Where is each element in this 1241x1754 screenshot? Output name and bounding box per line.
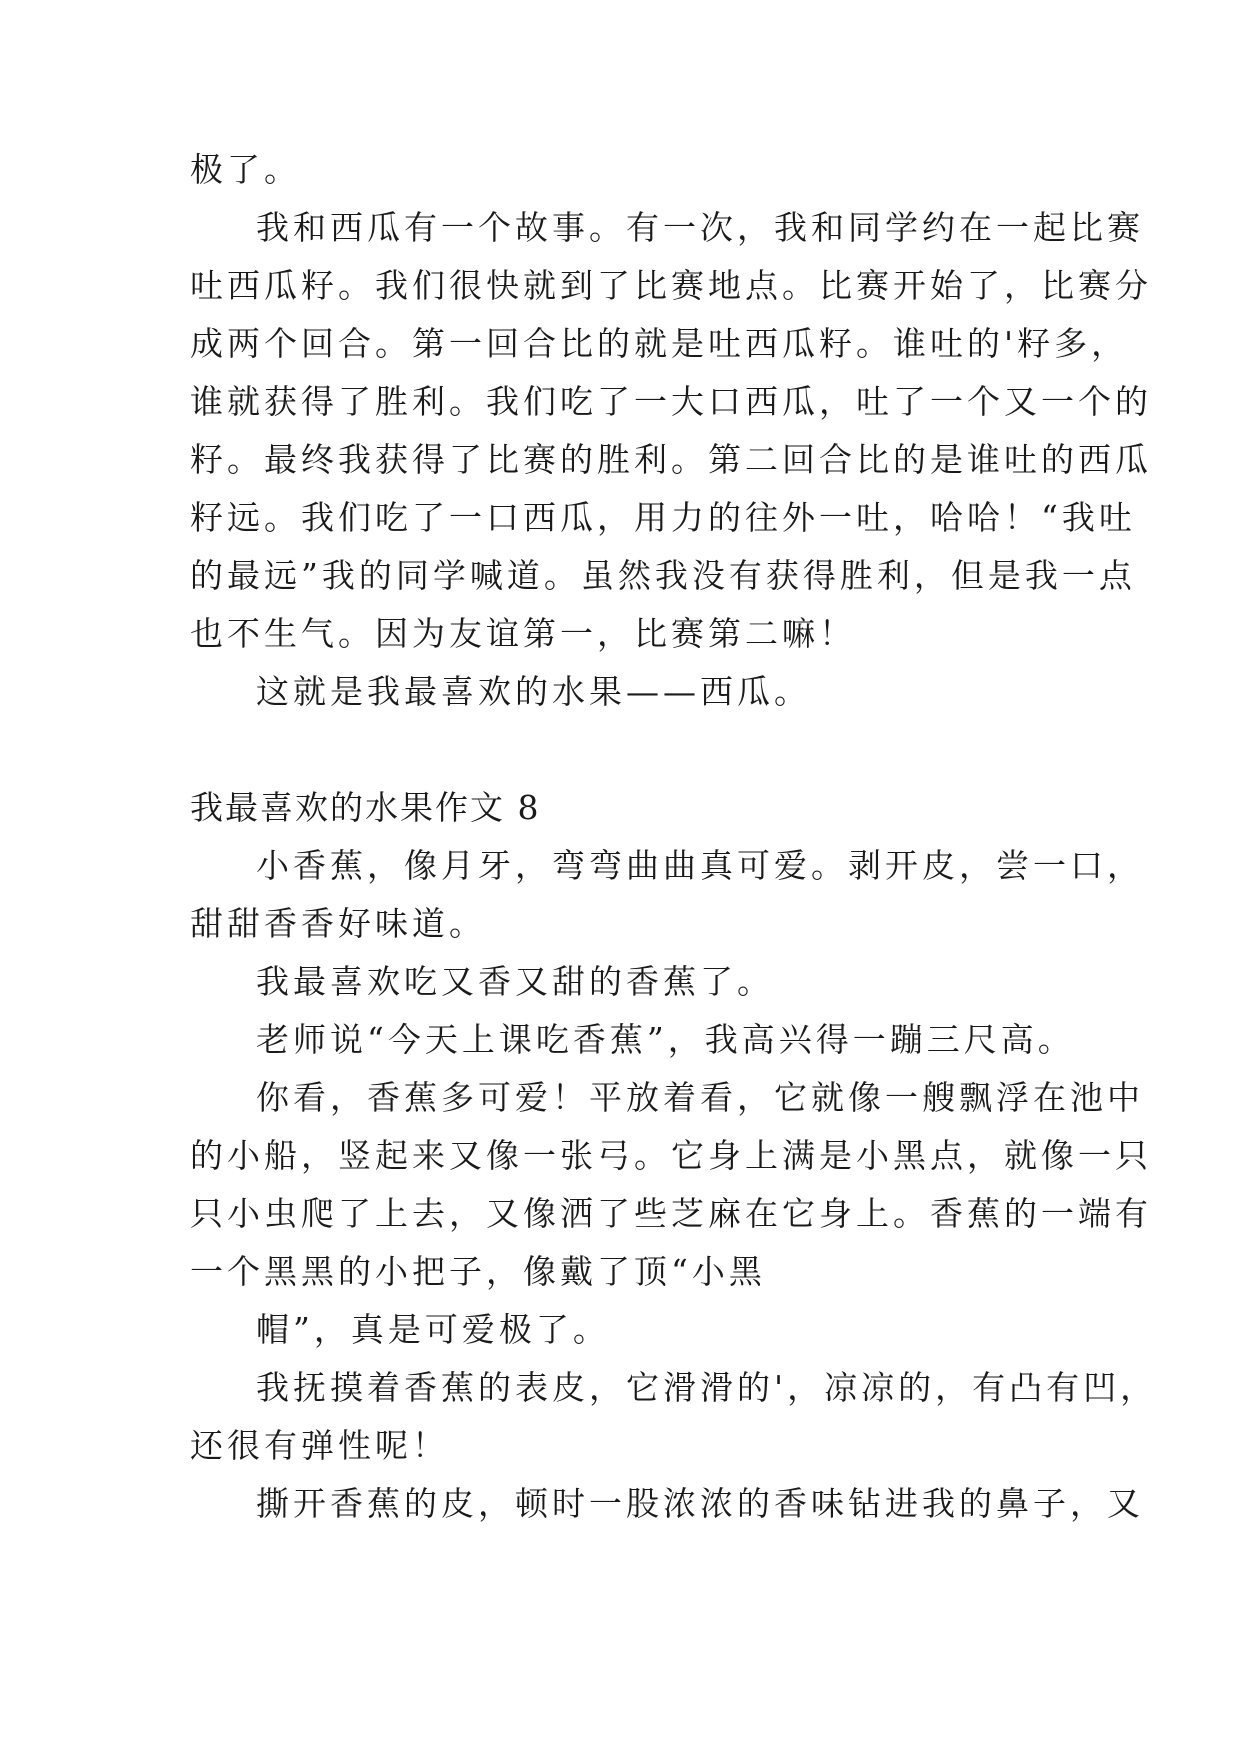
text-line: 的最远”我的同学喊道。虽然我没有获得胜利，但是我一点: [190, 556, 1136, 595]
text-line: 只小虫爬了上去，又像洒了些芝麻在它身上。香蕉的一端有: [190, 1194, 1152, 1233]
text-line: 籽。最终我获得了比赛的胜利。第二回合比的是谁吐的西瓜: [190, 440, 1152, 479]
text-line: 吐西瓜籽。我们很快就到了比赛地点。比赛开始了，比赛分: [190, 266, 1152, 305]
text-line: 谁就获得了胜利。我们吃了一大口西瓜，吐了一个又一个的: [190, 382, 1152, 421]
paragraph-start-line: 帽”，真是可爱极了。: [256, 1310, 610, 1349]
paragraph-start-line: 你看，香蕉多可爱！平放着看，它就像一艘飘浮在池中: [256, 1078, 1144, 1117]
text-line: 也不生气。因为友谊第一，比赛第二嘛！: [190, 614, 856, 653]
paragraph-start-line: 撕开香蕉的皮，顿时一股浓浓的香味钻进我的鼻子，又: [256, 1484, 1144, 1523]
text-line: 一个黑黑的小把子，像戴了顶“小黑: [190, 1252, 766, 1291]
paragraph-start-line: 老师说“今天上课吃香蕉”，我高兴得一蹦三尺高。: [256, 1020, 1075, 1059]
text-line: 还很有弹性呢！: [190, 1426, 449, 1465]
paragraph-start-line: 我和西瓜有一个故事。有一次，我和同学约在一起比赛: [256, 208, 1144, 247]
text-line: 极了。: [190, 150, 301, 189]
section-heading: 我最喜欢的水果作文 8: [190, 788, 541, 827]
paragraph-start-line: 我最喜欢吃又香又甜的香蕉了。: [256, 962, 774, 1001]
paragraph-start-line: 这就是我最喜欢的水果——西瓜。: [256, 672, 811, 711]
text-line: 籽远。我们吃了一口西瓜，用力的往外一吐，哈哈！“我吐: [190, 498, 1136, 537]
text-line: 甜甜香香好味道。: [190, 904, 486, 943]
paragraph-start-line: 小香蕉，像月牙，弯弯曲曲真可爱。剥开皮，尝一口，: [256, 846, 1144, 885]
paragraph-start-line: 我抚摸着香蕉的表皮，它滑滑的'，凉凉的，有凸有凹，: [256, 1368, 1158, 1407]
text-line: 成两个回合。第一回合比的就是吐西瓜籽。谁吐的'籽多，: [190, 324, 1129, 363]
text-line: 的小船，竖起来又像一张弓。它身上满是小黑点，就像一只: [190, 1136, 1152, 1175]
